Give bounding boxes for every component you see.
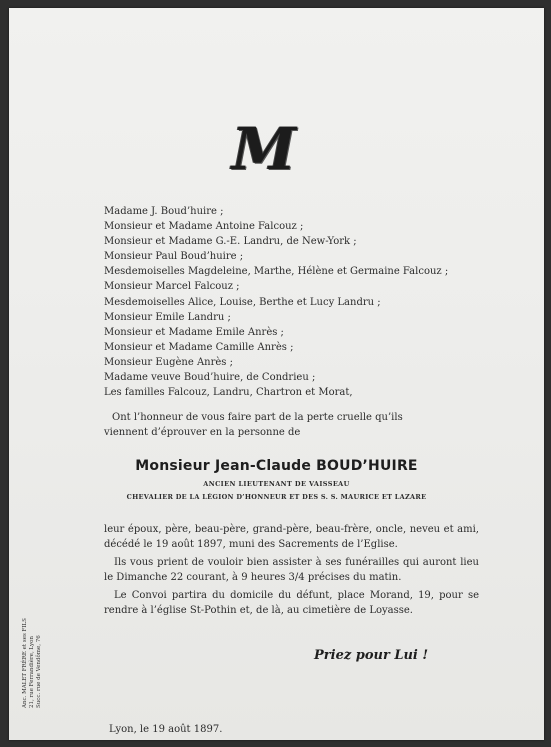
family-line: Les familles Falcouz, Landru, Chartron et Morat, — [104, 387, 353, 399]
family-line: Monsieur Eugène Anrès ; — [104, 356, 233, 368]
family-line: Monsieur Marcel Falcouz ; — [104, 281, 240, 293]
printer-line: 21, rue Ferrandière, Lyon — [29, 636, 35, 708]
deceased-name: Monsieur Jean-Claude BOUD’HUIRE — [135, 458, 418, 474]
family-line: Monsieur et Madame Camille Anrès ; — [104, 341, 294, 353]
family-line: Madame J. Boud’huire ; — [104, 206, 224, 217]
deceased-rank: ANCIEN LIEUTENANT DE VAISSEAU — [203, 480, 350, 488]
details-paragraph: Le Convoi partira du domicile du défunt, place Morand, 19, pour se rendre à l’église St-Pothin et, de là, au cimetière de Loyasse. — [104, 590, 479, 616]
details-paragraph: leur époux, père, beau-père, grand-père, beau-frère, oncle, neveu et ami, décédé le 19 août 1897, muni des Sacrements de l’Eglise. — [104, 524, 479, 550]
announcement-line: Ont l’honneur de vous faire part de la perte cruelle qu’ils — [112, 412, 403, 423]
family-line: Monsieur et Madame Antoine Falcouz ; — [104, 221, 304, 233]
family-list — [104, 204, 524, 400]
funeral-details — [104, 522, 479, 621]
deceased-block — [9, 458, 544, 501]
monogram-letter: M — [231, 115, 293, 183]
printer-line: Succ. rue de Vendôme, 76 — [36, 635, 42, 708]
family-line: Monsieur et Madame G.-E. Landru, de New-York ; — [104, 236, 357, 248]
printer-line: Anc. MALET FRÈRE et ses FILS — [22, 618, 28, 708]
family-line: Monsieur et Madame Emile Anrès ; — [104, 326, 284, 338]
family-line: Madame veuve Boud’huire, de Condrieu ; — [104, 372, 316, 384]
details-paragraph: Ils vous prient de vouloir bien assister à ses funérailles qui auront lieu le Dimanche 22 courant, à 9 heures 3/4 précises du matin. — [104, 557, 479, 583]
deceased-honours: CHEVALIER DE LA LÉGION D’HONNEUR ET DES S. S. MAURICE ET LAZARE — [126, 493, 427, 501]
family-line: Monsieur Emile Landru ; — [104, 311, 231, 323]
letter-sheet — [9, 8, 544, 740]
prayer-line: Priez pour Lui ! — [314, 648, 429, 663]
printer-imprint — [22, 558, 43, 708]
announcement — [104, 410, 479, 440]
family-line: Mesdemoiselles Alice, Louise, Berthe et Lucy Landru ; — [104, 296, 381, 308]
announcement-line: viennent d’éprouver en la personne de — [104, 427, 301, 438]
family-line: Monsieur Paul Boud’huire ; — [104, 251, 244, 263]
family-line: Mesdemoiselles Magdeleine, Marthe, Hélène et Germaine Falcouz ; — [104, 266, 449, 278]
dateline: Lyon, le 19 août 1897. — [109, 724, 223, 735]
